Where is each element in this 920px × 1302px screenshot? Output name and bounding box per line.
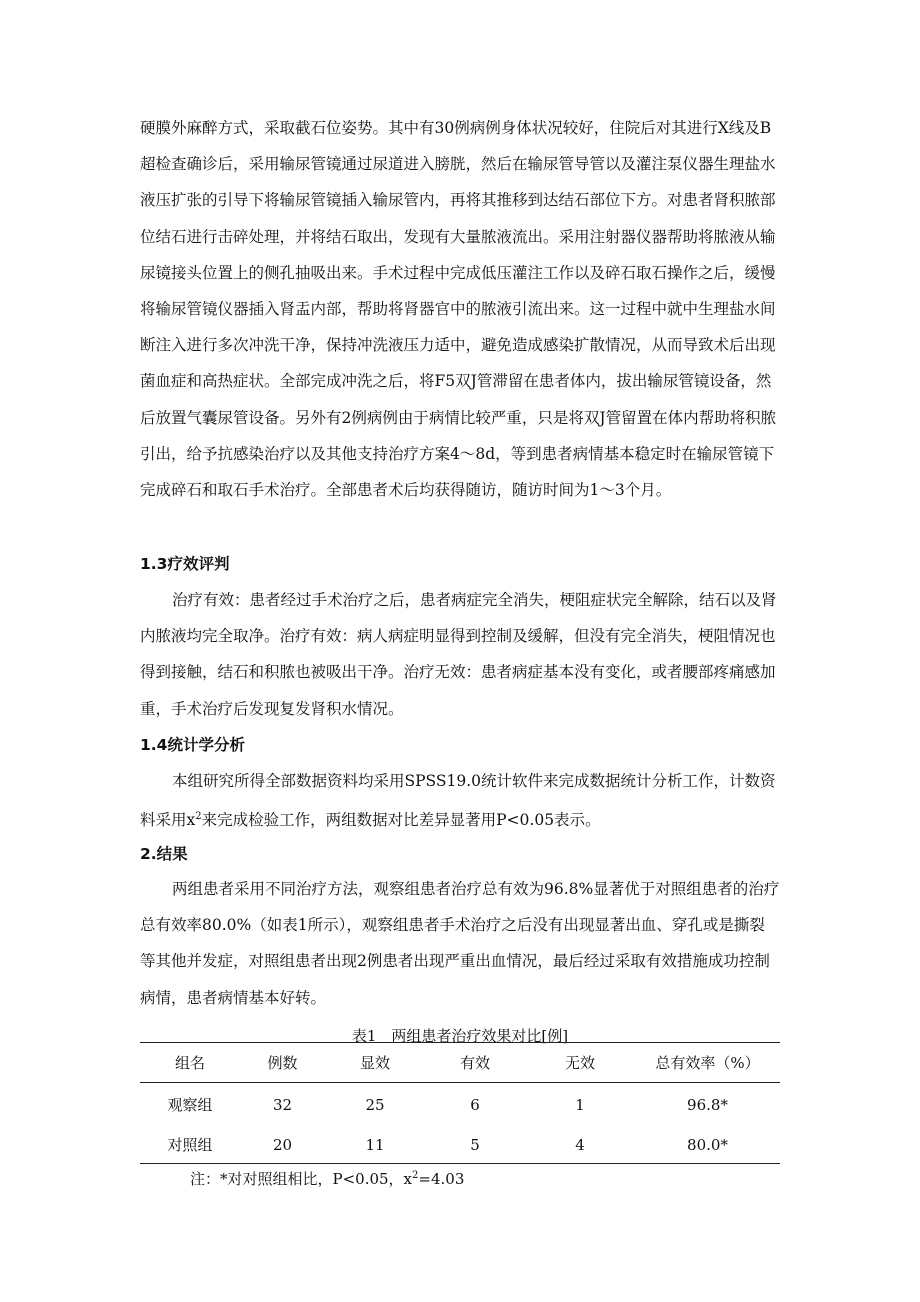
table-header-row	[140, 1043, 780, 1083]
statistics-text-a: 本组研究所得全部数据资料均采用SPSS19.0统计软件来完成数据统计分析工作，计数资料采用x	[140, 772, 776, 830]
results-table	[140, 1042, 780, 1164]
results-paragraph: 两组患者采用不同治疗方法，观察组患者治疗总有效为96.8%显著优于对照组患者的治疗总有效率80.0%（如表1所示），观察组患者手术治疗之后没有出现显著出血、穿孔或是撕裂等其他并发症，对照组患者出现2例患者出现严重出血情况，最后经过采取有效措施成功控制病情，患者病情基本好转。	[140, 880, 780, 1007]
table-cell: 80.0*	[687, 1135, 728, 1154]
table-cell: 1	[575, 1095, 585, 1114]
statistics-paragraph	[140, 763, 780, 839]
table-note	[190, 1168, 464, 1189]
table-cell: 5	[470, 1135, 480, 1154]
methods-paragraph: 硬膜外麻醉方式，采取截石位姿势。其中有30例病例身体状况较好，住院后对其进行X线及B超检查确诊后，采用输尿管镜通过尿道进入膀胱，然后在输尿管导管以及灌注泵仪器生理盐水液压扩张的引导下将输尿管镜插入输尿管内，再将其推移到达结石部位下方。对患者肾积脓部位结石进行击碎处理，并将结石取出，发现有大量脓液流出。采用注射器仪器帮助将脓液从输尿镜接头位置上的侧孔抽吸出来。手术过程中完成低压灌注工作以及碎石取石操作之后，缓慢将输尿管镜仪器插入肾盂内部，帮助将肾器官中的脓液引流出来。这一过程中就中生理盐水间断注入进行多次冲洗干净，保持冲洗液压力适中，避免造成感染扩散情况，从而导致术后出现菌血症和高热症状。全部完成冲洗之后，将F5双J管滞留在患者体内，拔出输尿管镜设备，然后放置气囊尿管设备。另外有2例病例由于病情比较严重，只是将双J管留置在体内帮助将积脓引出，给予抗感染治疗以及其他支持治疗方案4～8d，等到患者病情基本稳定时在输尿管镜下完成碎石和取石手术治疗。全部患者术后均获得随访，随访时间为1～3个月。	[140, 119, 777, 500]
table-row	[140, 1083, 780, 1127]
table-cell: 4	[575, 1135, 585, 1154]
header-total-rate: 总有效率（%）	[655, 1054, 760, 1072]
note-superscript: 2	[412, 1170, 419, 1181]
chi-square-superscript: 2	[195, 811, 202, 823]
table-cell: 32	[272, 1095, 293, 1114]
table-cell: 96.8*	[687, 1095, 728, 1114]
table-cell: 11	[365, 1135, 385, 1154]
statistics-text-b: 来完成检验工作，两组数据对比差异显著用P<0.05表示。	[201, 811, 601, 830]
table-cell: 对照组	[167, 1136, 213, 1155]
table-cell: 观察组	[167, 1096, 213, 1115]
section-heading-results: 2.结果	[140, 845, 188, 863]
efficacy-criteria-paragraph: 治疗有效：患者经过手术治疗之后，患者病症完全消失，梗阻症状完全解除，结石以及肾内脓液均完全取净。治疗有效：病人病症明显得到控制及缓解，但没有完全消失，梗阻情况也得到接触，结石和积脓也被吸出干净。治疗无效：患者病症基本没有变化，或者腰部疼痛感加重，手术治疗后发现复发肾积水情况。	[140, 591, 777, 718]
note-text-a: 注：*对对照组相比，P<0.05，x	[190, 1170, 413, 1188]
header-ineffective: 无效	[564, 1054, 595, 1072]
header-cases: 例数	[267, 1054, 298, 1072]
table-cell: 25	[365, 1095, 385, 1114]
note-text-b: =4.03	[418, 1170, 465, 1188]
table-row	[140, 1127, 780, 1164]
table-cell: 20	[272, 1135, 293, 1154]
header-marked: 显效	[359, 1054, 390, 1072]
table-caption: 表1 两组患者治疗效果对比[例]	[351, 1027, 569, 1045]
section-heading-statistics: 1.4统计学分析	[140, 736, 245, 754]
section-heading-efficacy: 1.3疗效评判	[140, 555, 230, 573]
header-effective: 有效	[459, 1054, 490, 1072]
header-group: 组名	[174, 1054, 205, 1072]
table-cell: 6	[470, 1095, 480, 1114]
